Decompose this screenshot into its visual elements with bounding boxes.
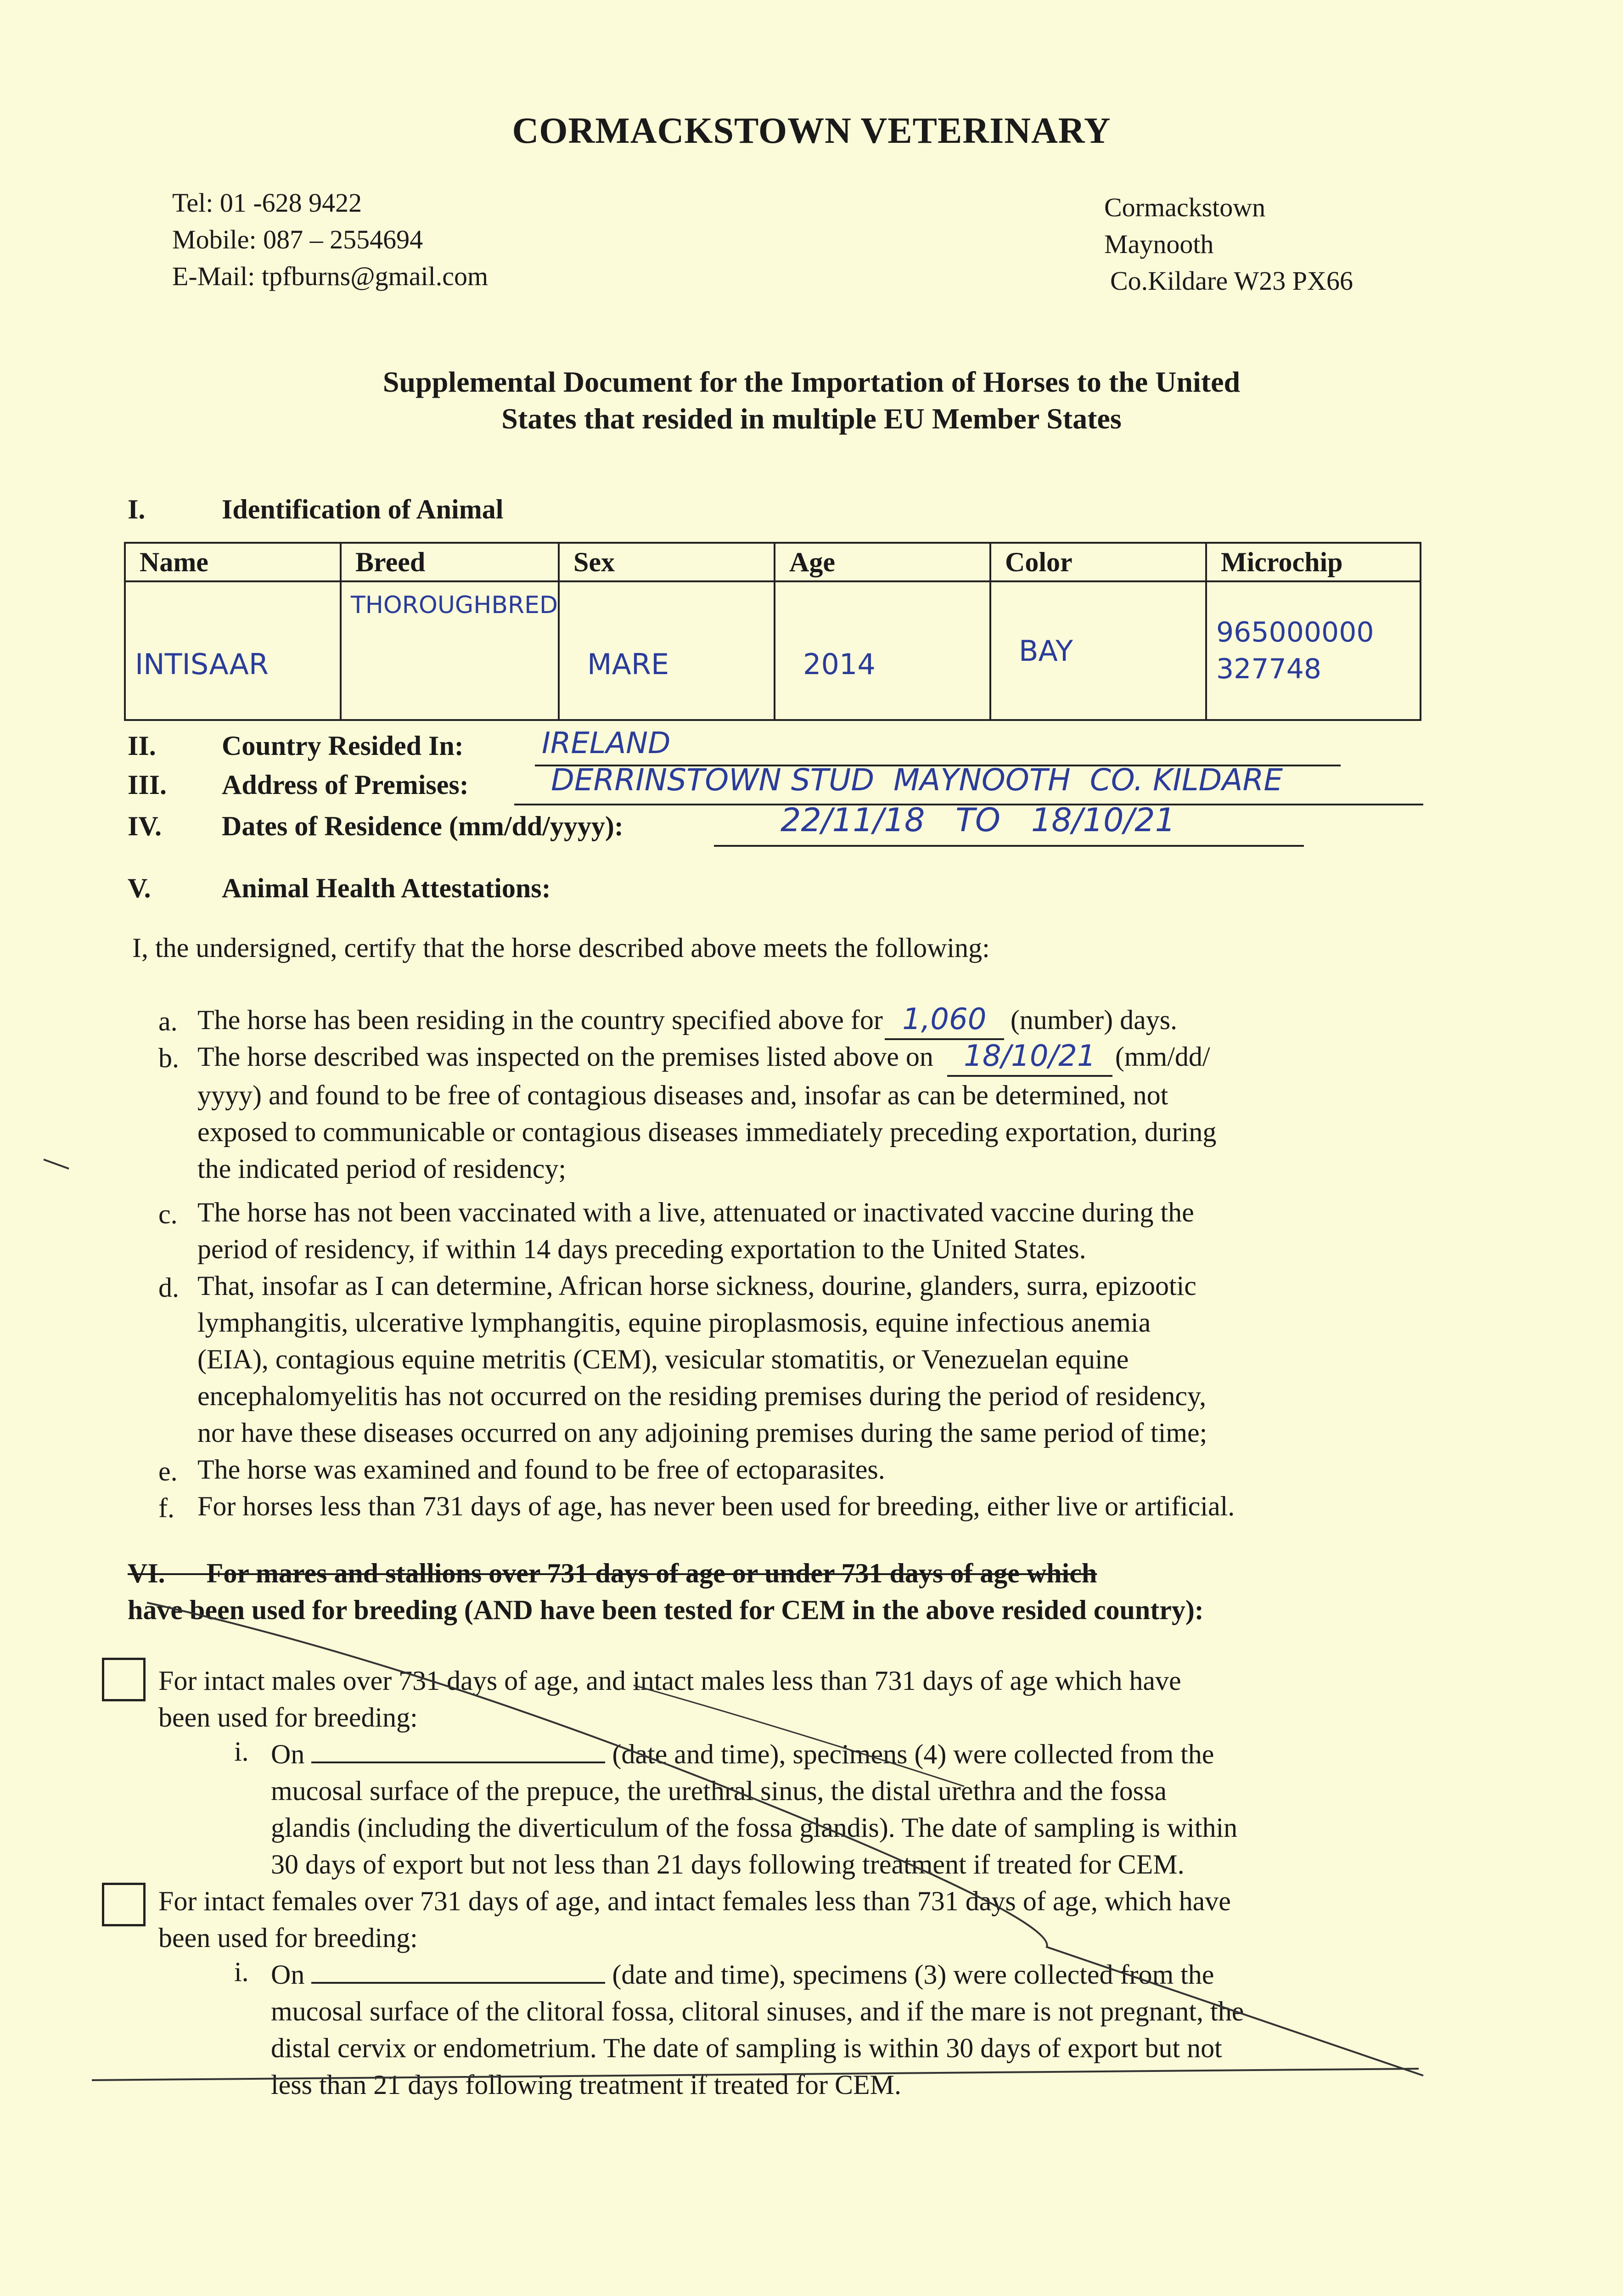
cell-color[interactable]: BAY xyxy=(990,581,1206,720)
males-on-label: On xyxy=(271,1739,305,1769)
item-c-line-1: The horse has not been vaccinated with a live, attenuated or inactivated vaccine during the xyxy=(197,1197,1194,1227)
females-line-2: been used for breeding: xyxy=(158,1923,418,1953)
cell-sex[interactable]: MARE xyxy=(559,581,775,720)
header-microchip: Microchip xyxy=(1206,543,1421,581)
item-d-line-5: nor have these diseases occurred on any adjoining premises during the same period of time; xyxy=(197,1418,1207,1448)
males-line-2: been used for breeding: xyxy=(158,1702,418,1733)
item-b-line-3: exposed to communicable or contagious diseases immediately preceding exportation, during xyxy=(197,1117,1217,1147)
males-after-blank: (date and time), specimens (4) were collected from the xyxy=(612,1739,1214,1769)
item-b-line-4: the indicated period of residency; xyxy=(197,1154,567,1184)
address-line-3: Co.Kildare W23 PX66 xyxy=(1110,266,1353,296)
item-b-text-before: The horse described was inspected on the premises listed above on xyxy=(197,1041,933,1072)
horizontal-strike-stroke xyxy=(92,2069,1419,2080)
cell-name[interactable]: INTISAAR xyxy=(125,581,341,720)
address-line-2: Maynooth xyxy=(1104,229,1214,259)
section-2-number: II. xyxy=(128,731,156,761)
section-3-label: Address of Premises: xyxy=(222,770,469,800)
item-f-text: For horses less than 731 days of age, has never been used for breeding, either live or artificial. xyxy=(197,1491,1235,1521)
females-line-3: mucosal surface of the clitoral fossa, clitoral sinuses, and if the mare is not pregnant, the xyxy=(271,1996,1244,2026)
country-resided-value[interactable]: IRELAND xyxy=(542,726,671,760)
section-1-number: I. xyxy=(128,494,146,524)
residence-dates-value[interactable]: 22/11/18 TO 18/10/21 xyxy=(781,801,1176,839)
letterhead-title: CORMACKSTOWN VETERINARY xyxy=(512,111,1111,151)
males-roman-numeral: i. xyxy=(234,1736,249,1767)
section-6-line-2: have been used for breeding (AND have been tested for CEM in the above resided country): xyxy=(128,1595,1204,1625)
inspection-date-value: 18/10/21 xyxy=(964,1039,1096,1073)
section-5-label: Animal Health Attestations: xyxy=(222,873,551,903)
certification-intro: I, the undersigned, certify that the horse described above meets the following: xyxy=(132,933,990,963)
item-a-text-before: The horse has been residing in the country specified above for xyxy=(197,1005,883,1035)
item-a-text-after: (number) days. xyxy=(1010,1005,1178,1035)
item-d-line-3: (EIA), contagious equine metritis (CEM), vesicular stomatitis, or Venezuelan equine xyxy=(197,1344,1129,1374)
females-after-blank: (date and time), specimens (3) were collected from the xyxy=(612,1959,1214,1990)
section-3-number: III. xyxy=(128,770,167,800)
item-d-line-4: encephalomyelitis has not occurred on the residing premises during the period of residency, xyxy=(197,1381,1207,1411)
header-color: Color xyxy=(990,543,1206,581)
mobile-number: Mobile: 087 – 2554694 xyxy=(172,225,423,254)
header-breed: Breed xyxy=(341,543,559,581)
phone-number: Tel: 01 -628 9422 xyxy=(172,188,362,218)
section-4-label: Dates of Residence (mm/dd/yyyy): xyxy=(222,811,623,841)
item-b-text-after: (mm/dd/ xyxy=(1115,1041,1210,1072)
premises-address-value[interactable]: DERRINSTOWN STUD MAYNOOTH CO. KILDARE xyxy=(551,762,1283,798)
document-title-line-1: Supplemental Document for the Importation of Horses to the United xyxy=(382,366,1241,398)
header-age: Age xyxy=(775,543,990,581)
item-b-line-2: yyyy) and found to be free of contagious diseases and, insofar as can be determined, not xyxy=(197,1080,1168,1110)
males-line-1: For intact males over 731 days of age, and intact males less than 731 days of age which have xyxy=(158,1666,1181,1696)
females-roman-numeral: i. xyxy=(234,1957,249,1987)
cell-microchip[interactable]: 965000000 327748 xyxy=(1206,581,1421,720)
males-line-4: glandis (including the diverticulum of the fossa glandis). The date of sampling is within xyxy=(271,1812,1238,1843)
males-line-5: 30 days of export but not less than 21 days following treatment if treated for CEM. xyxy=(271,1849,1185,1880)
document-title-line-2: States that resided in multiple EU Member States xyxy=(501,402,1122,435)
item-b-letter: b. xyxy=(158,1043,179,1073)
item-a-letter: a. xyxy=(158,1006,178,1036)
address-line-1: Cormackstown xyxy=(1104,192,1266,222)
days-count-value: 1,060 xyxy=(902,1002,987,1036)
item-d-line-1: That, insofar as I can determine, African horse sickness, dourine, glanders, surra, epizootic xyxy=(197,1271,1196,1301)
header-sex: Sex xyxy=(559,543,775,581)
section-4-number: IV. xyxy=(128,811,162,841)
section-2-label: Country Resided In: xyxy=(222,731,464,761)
males-line-3: mucosal surface of the prepuce, the urethral sinus, the distal urethra and the fossa xyxy=(271,1776,1167,1806)
item-c-letter: c. xyxy=(158,1199,178,1229)
item-e-letter: e. xyxy=(158,1456,178,1486)
section-5-number: V. xyxy=(128,873,151,903)
item-f-letter: f. xyxy=(158,1493,174,1523)
females-line-4: distal cervix or endometrium. The date of sampling is within 30 days of export but not xyxy=(271,2033,1222,2063)
cell-age[interactable]: 2014 xyxy=(775,581,990,720)
section-6-line-1: VI. For mares and stallions over 731 days of age or under 731 days of age which xyxy=(128,1558,1097,1588)
item-c-line-2: period of residency, if within 14 days preceding exportation to the United States. xyxy=(197,1234,1086,1264)
females-on-label: On xyxy=(271,1959,305,1990)
email-address: E-Mail: tpfburns@gmail.com xyxy=(172,261,489,291)
section-1-label: Identification of Animal xyxy=(222,494,504,524)
margin-mark xyxy=(44,1159,69,1169)
item-d-line-2: lymphangitis, ulcerative lymphangitis, equine piroplasmosis, equine infectious anemia xyxy=(197,1307,1151,1338)
item-e-text: The horse was examined and found to be free of ectoparasites. xyxy=(197,1454,885,1485)
item-d-letter: d. xyxy=(158,1272,179,1303)
females-line-1: For intact females over 731 days of age, and intact females less than 731 days of age, which have xyxy=(158,1886,1231,1916)
females-line-5: less than 21 days following treatment if treated for CEM. xyxy=(271,2070,901,2100)
diagonal-strike-stroke xyxy=(147,1603,1423,2076)
cell-breed[interactable]: THOROUGHBRED xyxy=(341,581,559,720)
header-name: Name xyxy=(125,543,341,581)
